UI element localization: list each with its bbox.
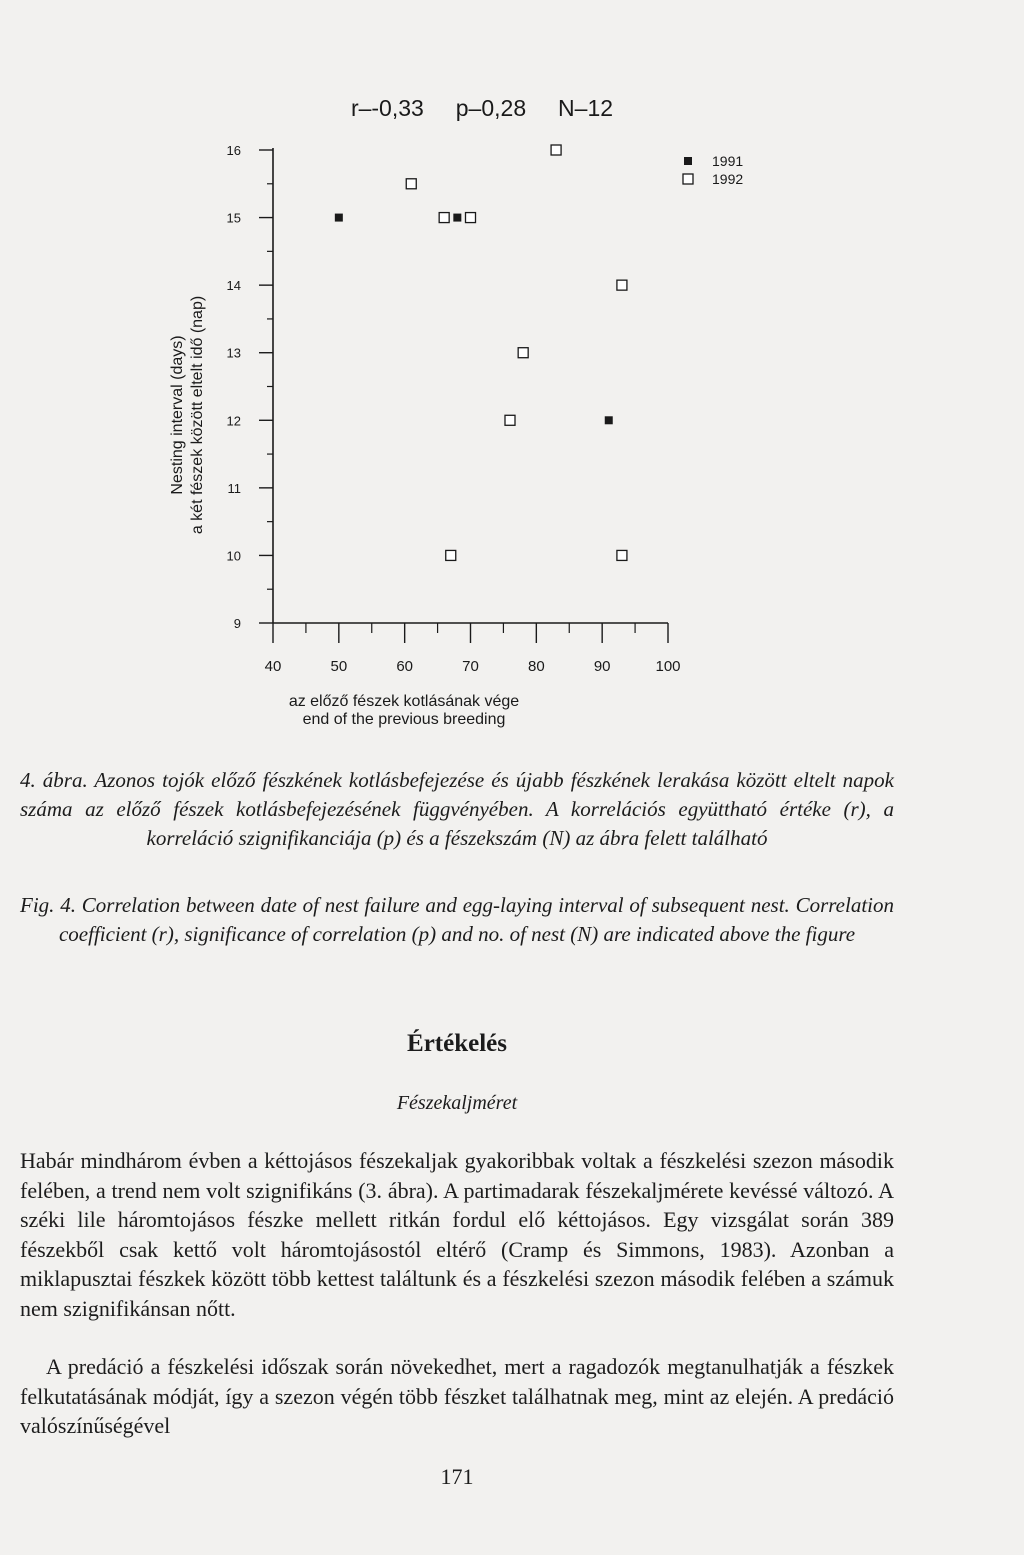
chart-points — [335, 145, 627, 560]
body-paragraph-1: Habár mindhárom évben a kéttojásos fészekaljak gyakoribbak voltak a fészkelési szezon második felében, a trend nem volt szignifikáns (3. ábra). A partimadarak fészekaljmérete kevéssé változó. A széki lile háromtojásos fészke mellett ritkán fordul elő kéttojásos. Egy vizsgálat során 389 fészekből csak kettő volt háromtojásostól eltérő (Cramp és Simmons, 1983). Azonban a miklapusztai fészkek között több kettest találtunk és a fészkelési szezon második felében a számuk nem szignifikánsan nőtt. — [20, 1148, 894, 1321]
x-axis-title-en: end of the previous breeding — [302, 711, 506, 728]
y-tick-label: 10 — [226, 548, 241, 564]
data-point-1992 — [466, 213, 476, 223]
y-tick-label: 13 — [226, 345, 241, 361]
data-point-1992 — [505, 415, 515, 425]
y-tick-label: 14 — [226, 278, 241, 294]
legend-label-1992: 1992 — [712, 171, 744, 187]
legend-label-1991: 1991 — [712, 153, 744, 169]
y-axis-title-en: Nesting interval (days) — [169, 335, 186, 495]
data-point-1992 — [439, 213, 449, 223]
x-tick-label: 100 — [655, 658, 681, 675]
legend-marker-1991 — [684, 157, 692, 165]
x-tick-label: 40 — [264, 658, 282, 675]
scatter-chart — [0, 0, 1024, 760]
x-tick-label: 90 — [593, 658, 611, 675]
data-point-1991 — [335, 214, 343, 222]
subsection-title: Fészekaljméret — [396, 1092, 518, 1114]
x-axis-title-hu: az előző fészek kotlásának vége — [288, 693, 520, 710]
y-axis-title-hu: a két fészek között eltelt idő (nap) — [189, 295, 206, 535]
chart-ticks — [227, 143, 681, 675]
data-point-1992 — [518, 348, 528, 358]
body-paragraph-2: A predáció a fészkelési időszak során növekedhet, mert a ragadozók megtanulhatják a fészkek felkutatásának módját, így a szezon végén több fészket találhatnak meg, mint az elején. A predáció valószínűségével — [20, 1354, 894, 1438]
x-tick-label: 60 — [396, 658, 414, 675]
x-tick-label: 80 — [527, 658, 545, 675]
y-tick-label: 9 — [233, 616, 241, 631]
x-tick-label: 50 — [330, 658, 348, 675]
chart-stats-label: r–-0,33 p–0,28 N–12 — [350, 95, 614, 121]
y-tick-label: 11 — [227, 480, 241, 496]
figure-caption-hu: 4. ábra. Azonos tojók előző fészkének kotlásbefejezése és újabb fészkének lerakása között eltelt napok száma az előző fészek kotlásbefejezésének függvényében. A korrelációs együttható értéke (r), a korreláció szignifikanciája (p) és a fészekszám (N) az ábra felett található — [20, 768, 894, 850]
data-point-1991 — [453, 214, 461, 222]
y-tick-label: 15 — [226, 210, 241, 226]
data-point-1992 — [406, 179, 416, 189]
y-tick-label: 12 — [226, 413, 241, 429]
section-title: Értékelés — [407, 1030, 507, 1057]
page-number: 171 — [440, 1464, 474, 1489]
y-tick-label: 16 — [226, 143, 241, 158]
y-axis-title — [169, 296, 206, 534]
figure-caption-en: Fig. 4. Correlation between date of nest failure and egg-laying interval of subsequent nest. Correlation coefficient (r), significance of correlation (p) and no. of nest (N) are indicated above the figure — [20, 893, 894, 946]
data-point-1992 — [446, 550, 456, 560]
data-point-1991 — [605, 416, 613, 424]
data-point-1992 — [617, 550, 627, 560]
data-point-1992 — [617, 280, 627, 290]
data-point-1992 — [551, 145, 561, 155]
x-tick-label: 70 — [462, 658, 479, 675]
chart-legend — [683, 153, 743, 187]
legend-marker-1992 — [683, 174, 693, 184]
